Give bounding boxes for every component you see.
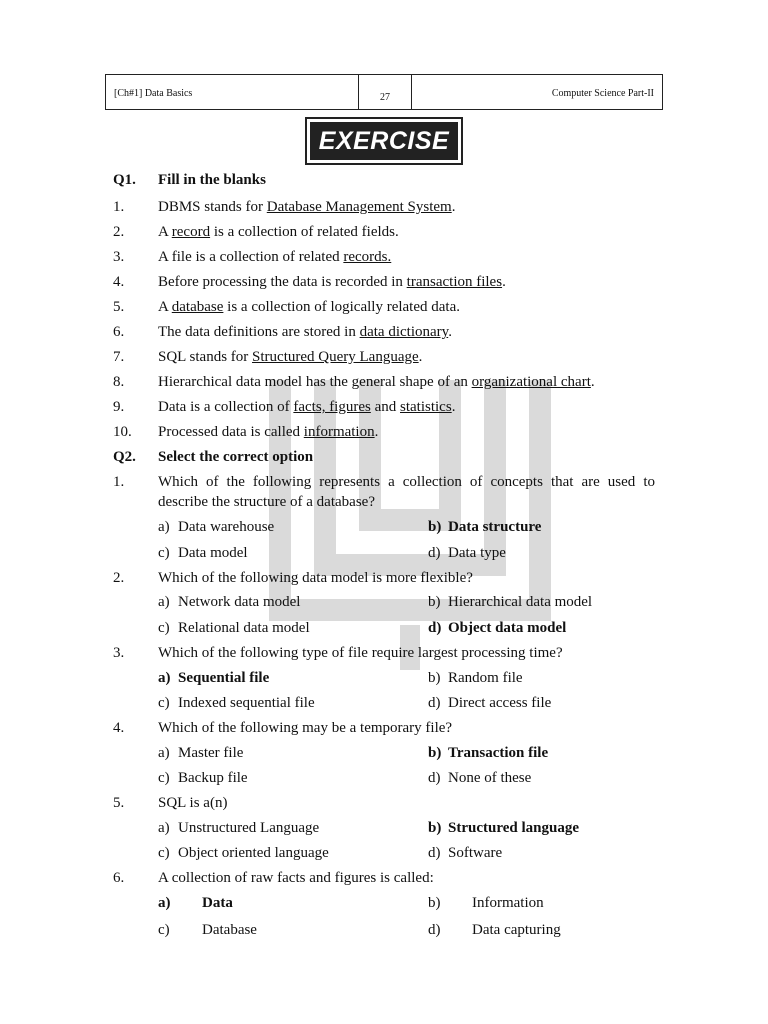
option-c: c) Backup file [158, 770, 248, 786]
option-a-correct: a) Data [158, 895, 233, 911]
answer-text: information [303, 424, 375, 440]
option-c: c) Indexed sequential file [158, 695, 315, 711]
answer-text: facts, figures [293, 399, 371, 415]
answer-text: Database Management System [266, 199, 452, 215]
chapter-title: [Ch#1] Data Basics [114, 88, 193, 99]
answer-text: record [171, 224, 211, 240]
answer-text: database [171, 299, 224, 315]
option-b-correct: b) Transaction file [428, 745, 549, 761]
option-d: d) None of these [428, 770, 532, 786]
option-a: a) Network data model [158, 594, 301, 610]
option-b-correct: b) Data structure [428, 519, 542, 535]
option-b: b) Hierarchical data model [428, 594, 593, 610]
option-d: d) Software [428, 845, 503, 861]
option-d: d) Data type [428, 545, 506, 561]
option-b-correct: b) Structured language [428, 820, 579, 836]
option-b: b) Random file [428, 670, 523, 686]
book-title: Computer Science Part-II [551, 88, 654, 99]
option-a: a) Master file [158, 745, 244, 761]
option-a: a) Unstructured Language [158, 820, 320, 836]
page-header [105, 74, 663, 110]
option-c: c) Object oriented language [158, 845, 329, 861]
exercise-title: EXERCISE [310, 122, 458, 160]
option-c: c) Database [158, 922, 257, 938]
option-c: c) Data model [158, 545, 248, 561]
answer-text: organizational chart [471, 374, 591, 390]
option-a: a) Data warehouse [158, 519, 275, 535]
answer-text: records. [343, 249, 392, 265]
answer-text: transaction files [406, 274, 503, 290]
option-d: d) Direct access file [428, 695, 552, 711]
answer-text: statistics [400, 399, 452, 415]
option-a-correct: a) Sequential file [158, 670, 270, 686]
option-b: b) Information [428, 895, 544, 911]
option-c: c) Relational data model [158, 620, 310, 636]
option-d-correct: d) Object data model [428, 620, 567, 636]
answer-text: Structured Query Language [252, 349, 419, 365]
exercise-banner [305, 117, 463, 165]
option-d: d) Data capturing [428, 922, 561, 938]
page-number: 27 [358, 74, 412, 110]
answer-text: data dictionary [359, 324, 449, 340]
